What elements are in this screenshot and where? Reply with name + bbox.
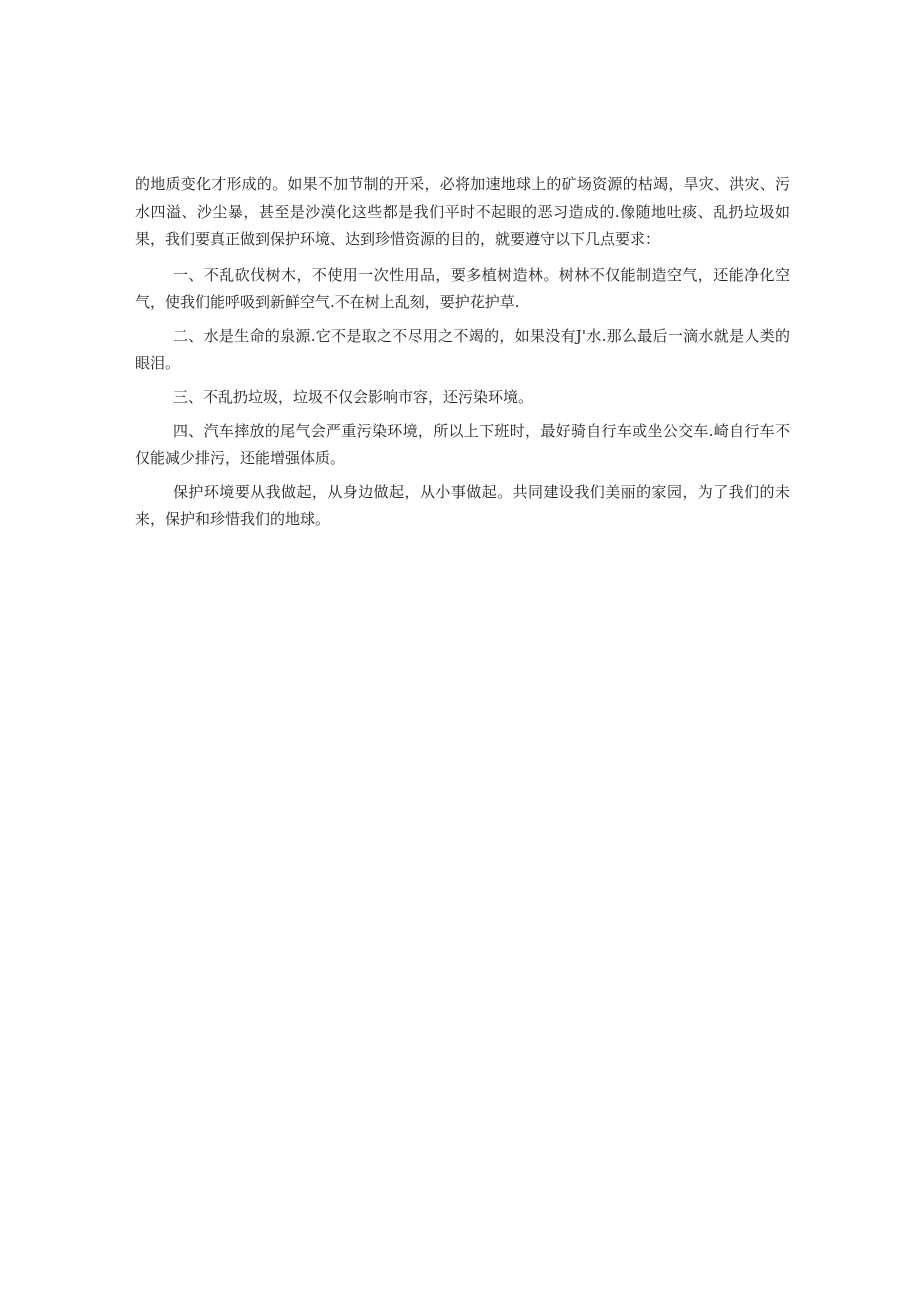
paragraph-conclusion: 保护环境要从我做起，从身边做起，从小事做起。共同建设我们美丽的家园，为了我们的未来，保护和珍惜我们的地球。 bbox=[135, 482, 790, 528]
document-body bbox=[135, 171, 790, 540]
paragraph-intro: 的地质变化才形成的。如果不加节制的开采，必将加速地球上的矿场资源的枯竭，旱灾、洪灾、污水四溢、沙尘暴，甚至是沙漠化这些都是我们平时不起眼的恶习造成的.像随地吐痰、乱扔垃圾如果，我们要真正做到保护环境、达到珍惜资源的目的，就要遵守以下几点要求： bbox=[135, 175, 790, 248]
paragraph-item-1: 一、不乱砍伐树木，不使用一次性用品，要多植树造林。树林不仅能制造空气，还能净化空气，使我们能呼吸到新鲜空气.不在树上乱刻，要护花护草. bbox=[135, 265, 790, 311]
paragraph-item-4: 四、汽车摔放的尾气会严重污染环境，所以上下班时，最好骑自行车或坐公交车.崎自行车不仅能减少排污，还能增强体质。 bbox=[135, 421, 790, 467]
paragraph-item-2: 二、水是生命的泉源.它不是取之不尽用之不竭的，如果没有J'水.那么最后一滴水就是人类的眼泪。 bbox=[135, 326, 790, 372]
paragraph-item-3: 三、不乱扔垃圾，垃圾不仅会影响市容，还污染环境。 bbox=[173, 387, 534, 406]
